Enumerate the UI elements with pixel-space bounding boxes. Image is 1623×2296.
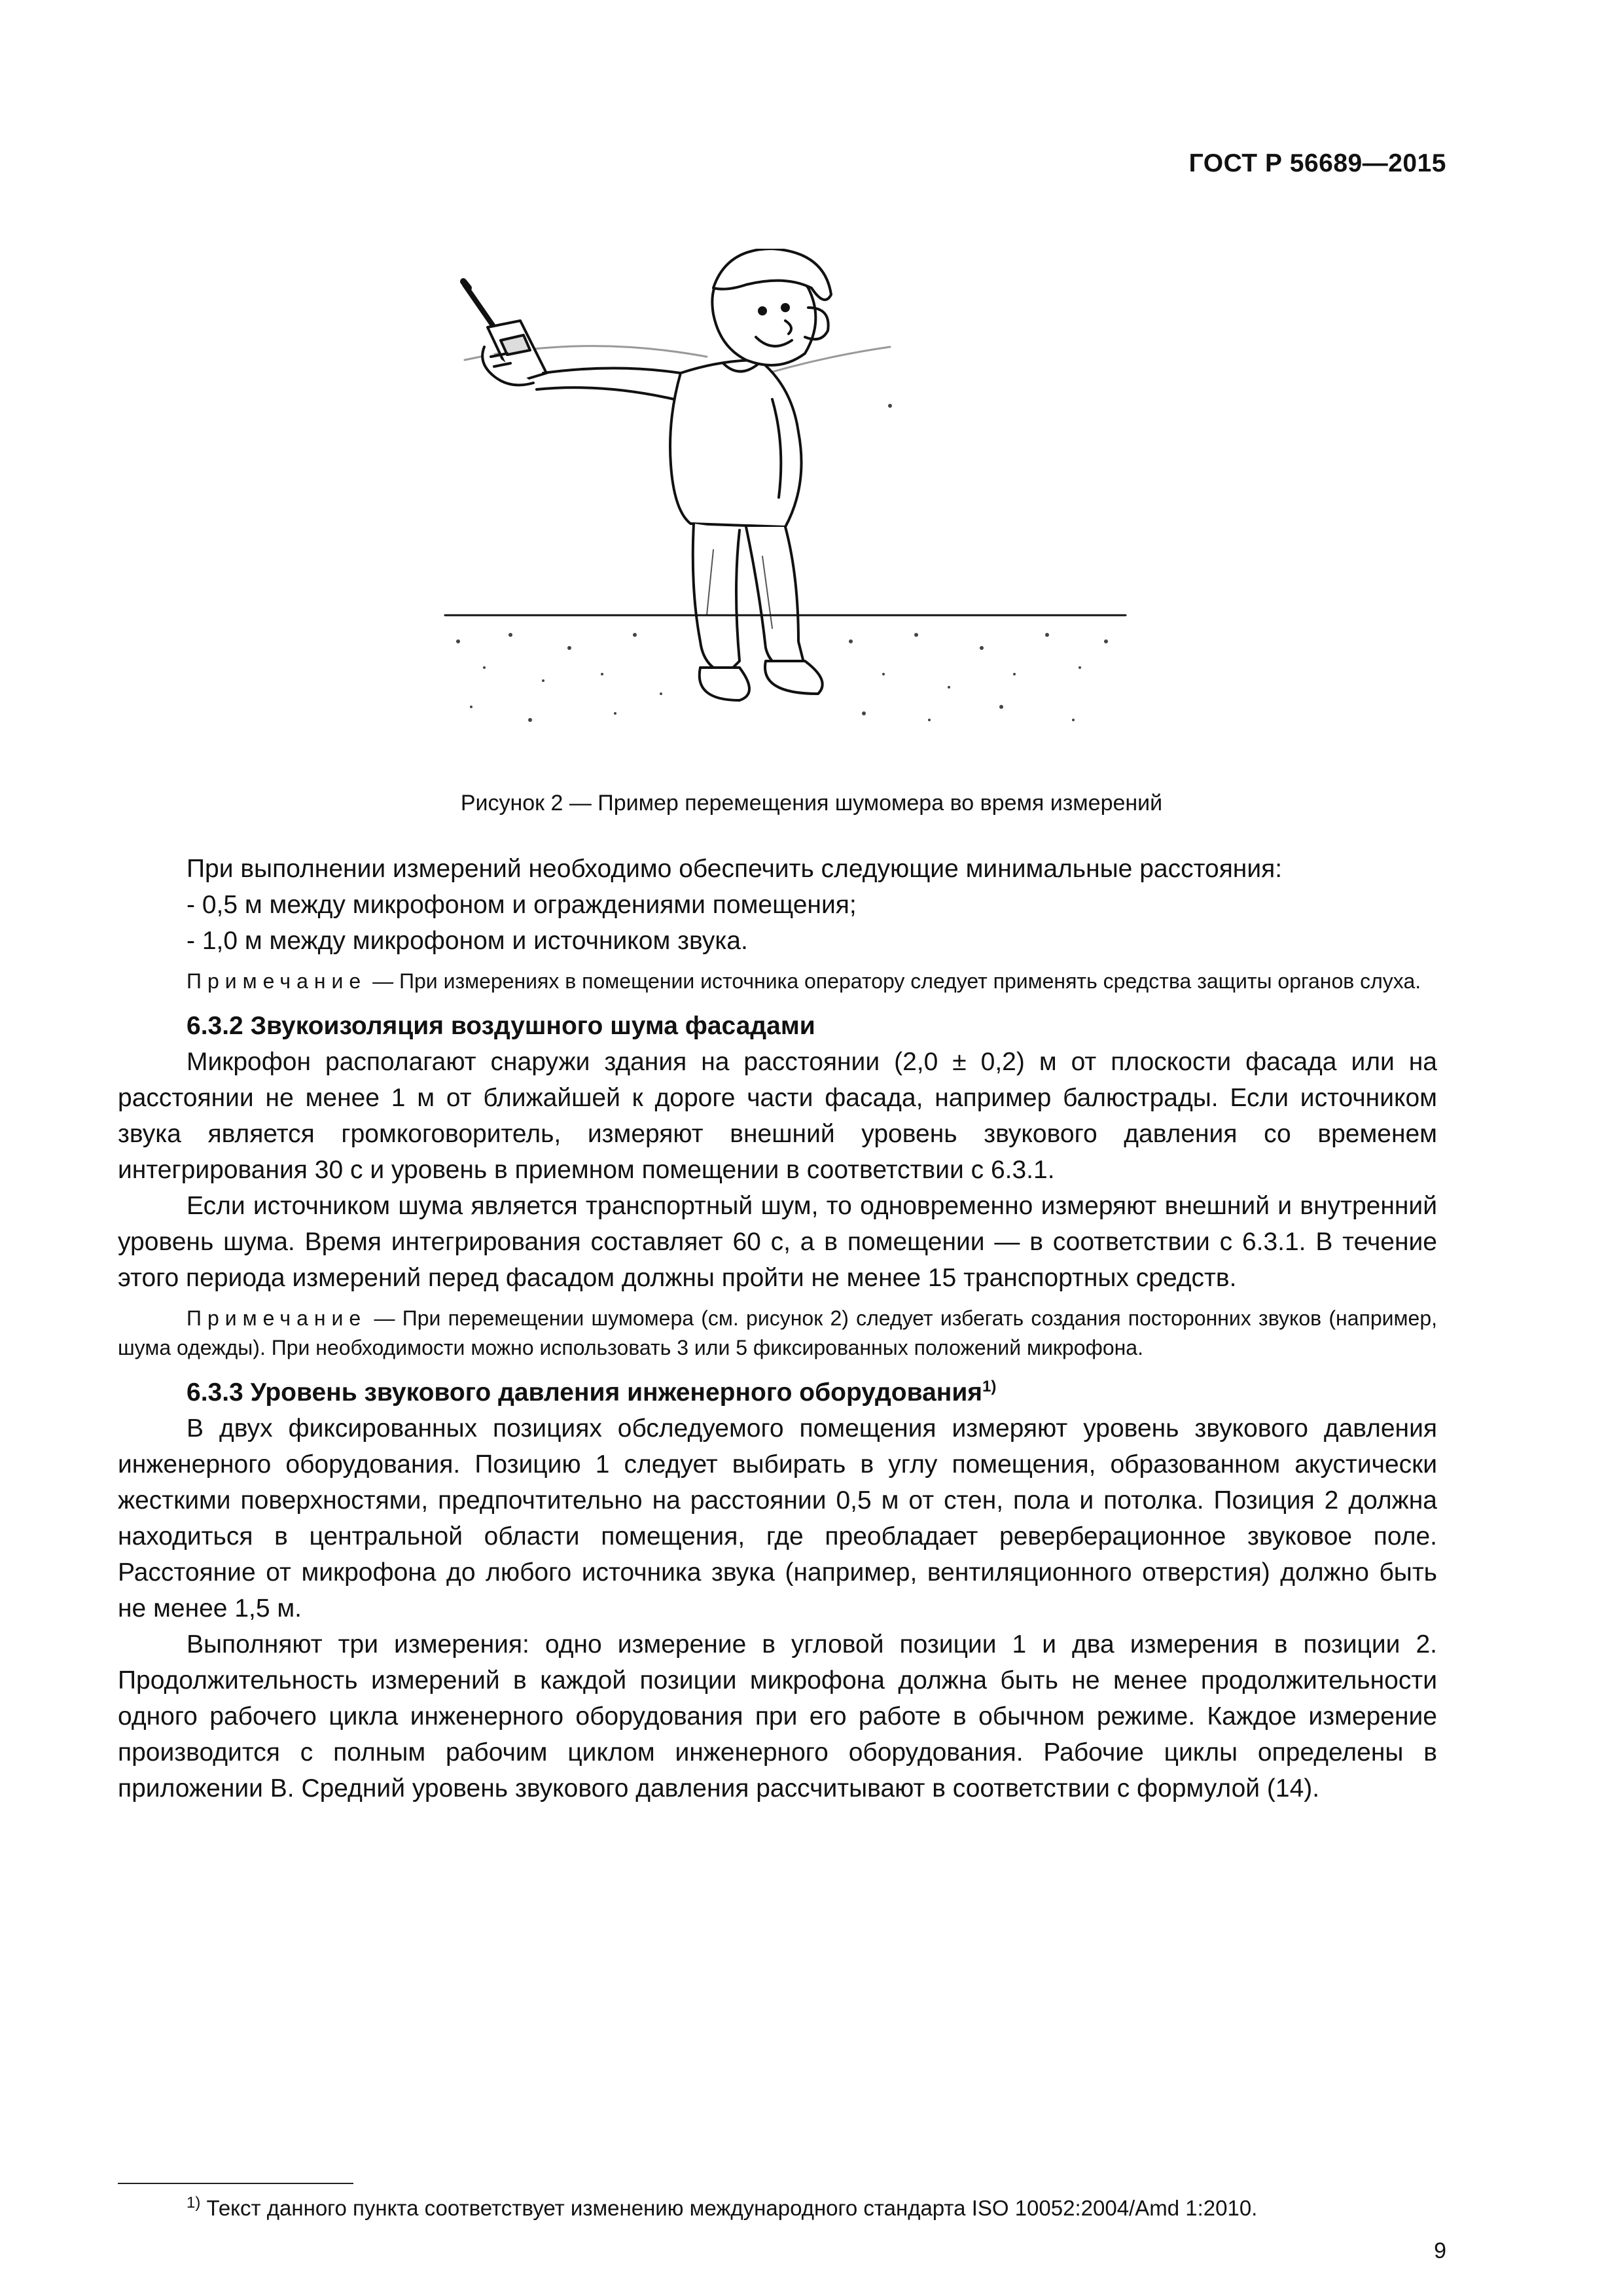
footnote-divider [118,2183,353,2184]
page-number: 9 [1434,2238,1446,2263]
paragraph: В двух фиксированных позициях обследуемого помещения измеряют уровень звукового давления инженерного оборудования. Позицию 1 следует выбирать в углу помещения, образованном акустически жесткими поверхностями, предпочтительно на расстоянии 0,5 м от стен, пола и потолка. Позиция 2 должна находиться в центральной области помещения, где преобладает реверберационное звуковое поле. Расстояние от микрофона до любого источника звука (например, вентиляционного отверстия) должно быть не менее 1,5 м. [118,1414,1437,1623]
intro-lead: При выполнении измерений необходимо обеспечить следующие минимальные расстояния: [187,855,1283,883]
note-2 [118,1304,1437,1363]
standard-header: ГОСТ Р 56689—2015 [1188,149,1446,177]
section-heading-6-3-3 [118,1374,1437,1410]
paragraph: Если источником шума является транспортный шум, то одновременно измеряют внешний и внутренний уровень шума. Время интегрирования составляет 60 с, а в помещении — в соответствии с 6.3.1. В течение этого периода измерений перед фасадом должны пройти не менее 15 транспортных средств. [118,1192,1437,1292]
figure-caption: Рисунок 2 — Пример перемещения шумомера во время измерений [460,791,1163,816]
paragraph: Выполняют три измерения: одно измерение в угловой позиции 1 и два измерения в позиции 2. Продолжительность измерений в каждой позиции микрофона должна быть не менее продолжительности одного рабочего цикла инженерного оборудования при его работе в обычном режиме. Каждое измерение производится с полным рабочим циклом инженерного оборудования. Рабочие циклы определены в приложении В. Средний уровень звукового давления рассчитывают в соответствии с формулой (14). [118,1630,1437,1803]
section-heading-text: 6.3.3 Уровень звукового давления инженерного оборудования [187,1378,983,1407]
paragraph: Микрофон располагают снаружи здания на расстоянии (2,0 ± 0,2) м от плоскости фасада или на расстоянии не менее 1 м от ближайшей к дороге части фасада, например балюстрады. Если источником звука является громкоговоритель, измеряют внешний уровень звукового давления со временем интегрирования 30 с и уровень в приемном помещении в соответствии с 6.3.1. [118,1048,1437,1184]
footnote-text: Текст данного пункта соответствует изменению международного стандарта ISO 10052:2004/Amd 1:2010. [200,2196,1258,2220]
body-text [118,851,1437,1806]
note-1 [118,967,1437,996]
footnote [187,2196,1257,2221]
list-item: - 0,5 м между микрофоном и ограждениями помещения; [187,891,857,919]
sound-level-meter-illustration [432,249,1152,746]
section-heading-6-3-2: 6.3.2 Звукоизоляция воздушного шума фасадами [187,1012,815,1040]
note-label: Примечание [187,1306,367,1330]
note-label: Примечание [187,969,367,993]
list-item: - 1,0 м между микрофоном и источником звука. [187,927,748,955]
footnote-marker: 1) [187,2194,201,2212]
footnote-reference[interactable]: 1) [982,1378,997,1395]
note-text: — При перемещении шумомера (см. рисунок 2) следует избегать создания посторонних звуков (например, шума одежды). При необходимости можно использовать 3 или 5 фиксированных положений микрофона. [118,1306,1437,1359]
note-text: — При измерениях в помещении источника оператору следует применять средства защиты органов слуха. [366,969,1421,993]
